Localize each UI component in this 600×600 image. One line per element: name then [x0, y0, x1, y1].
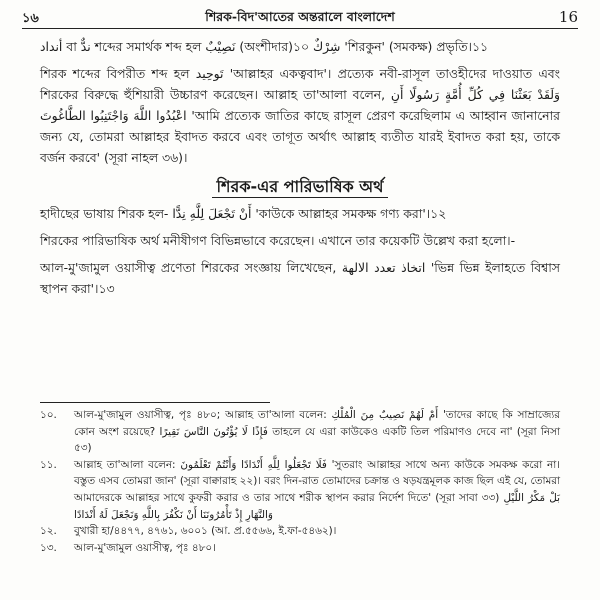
paragraph-mujam-definition: আল-মু'জামুল ওয়াসীত্ব প্রণেতা শিরকের সংজ্ঞায় লিখেছেন, اتخاذ تعدد الالهة 'ভিন্ন ভিন্ন ইলাহতে বিশ্বাস স্থাপন করা'।১৩	[40, 260, 560, 296]
footnote-text: আল্লাহ তা'আলা বলেন: فَلَا تَجْعَلُوا لِلَّهِ أَنْدَادًا وَأَنْتُمْ تَعْلَمُونَ 'সুতরাং আল্লাহর সাথে অন্য কাউকে সমকক্ষ করো না। বস্তুত এসব তোমরা জান' (সূরা বাক্বারাহ ২২)। বরং দিন-রাত তোমাদের চক্রান্ত ও ষড়যন্ত্রমূলক কাজ ছিল এই যে, তোমরা আমাদেরকে আল্লাহর সাথে কুফরী করার ও তার সাথে শরীক স্থাপন করার নির্দেশ দিতে' (সূরা সাবা ৩৩) بَلْ مَكْرُ اللَّيْلِ وَالنَّهَارِ إِذْ تَأْمُرُونَنَا أَنْ نَكْفُرَ بِاللَّهِ وَنَجْعَلَ لَهُ أَنْدَادًا	[74, 458, 560, 521]
footnote-text: বুখারী হা/৪৪৭৭, ৪৭৬১, ৬০০১ (আ. প্র.৫৫৬৬, ই.ফা-৫৪৬২)।	[74, 525, 337, 538]
section-heading-text: শিরক-এর পারিভাষিক অর্থ	[212, 177, 387, 198]
page-number-bengali: ১৬	[22, 11, 39, 26]
paragraph-scholars: শিরকের পারিভাষিক অর্থ মনীষীগণ বিভিন্নভাবে করেছেন। এখানে তার কয়েকটি উল্লেখ করা হলো।-	[40, 233, 516, 248]
footnote-number: ১১.	[40, 458, 57, 471]
footnote-text: আল-মু'জামুল ওয়াসীত্ব, পৃঃ ৪৮০।	[74, 541, 216, 554]
paragraph-synonyms: أنداد বা ندٌّ শব্দের সমার্থক শব্দ হল نَصِيْبٌ (অংশীদার)১০ شِرْكٌ 'শিরকুন' (সমকক্ষ) প্রভৃতি।১১	[40, 39, 489, 54]
book-title: শিরক-বিদ'আতের অন্তরালে বাংলাদেশ	[205, 9, 395, 24]
running-header	[22, 6, 578, 29]
footnote-number: ১০.	[40, 409, 57, 421]
footnote-12	[40, 523, 560, 540]
paragraph-hadith-definition: হাদীছের ভাষায় শিরক হল- أَنْ تَجْعَلَ لِلَّهِ نِدًّا 'কাউকে আল্লাহর সমকক্ষ গণ্য করা'।১২	[40, 206, 447, 221]
footnotes	[40, 402, 560, 556]
footnote-divider	[40, 402, 270, 403]
footnote-text: আল-মু'জামুল ওয়াসীত্ব, পৃঃ ৪৮০; আল্লাহ তা'আলা বলেন: أَمْ لَهُمْ نَصِيبٌ مِنَ الْمُلْكِ 'তাদের কাছে কি সাম্রাজ্যের কোন অংশ রয়েছে? فَإِذًا لَا يُؤْتُونَ النَّاسَ نَقِيرًا তাহলে যে এরা কাউকেও একটি তিল পরিমাণও দেবে না' (সূরা নিসা ৫৩)	[74, 409, 560, 455]
footnote-number: ১২.	[40, 525, 57, 538]
footnote-10	[40, 407, 560, 457]
section-heading	[40, 176, 560, 197]
main-text	[40, 36, 560, 307]
footnote-number: ১৩.	[40, 541, 57, 554]
footnote-13	[40, 540, 560, 557]
paragraph-antonym-tawhid: শিরক শব্দের বিপরীত শব্দ হল تَوحِيد 'আল্লাহর একত্ববাদ'। প্রত্যেক নবী-রাসূল তাওহীদের দাওয়াত এবং শিরকের বিরুদ্ধে হুঁশিয়ারী উচ্চারণ করেছেন। আল্লাহ তা'আলা বলেন, وَلَقَدْ بَعَثْنَا فِي كُلِّ أُمَّةٍ رَسُولًا أَنِ اعْبُدُوا اللَّهَ وَاجْتَنِبُوا الطَّاغُوتَ 'আমি প্রত্যেক জাতির কাছে রাসূল প্রেরণ করেছিলাম এ আহ্বান জানানোর জন্য যে, তোমরা আল্লাহর ইবাদত করবে এবং তাগূত অর্থাৎ আল্লাহ ব্যতীত যারই ইবাদত করা হয়, তাকে বর্জন করবে' (সূরা নাহল ৩৬)।	[40, 66, 560, 165]
footnote-11	[40, 457, 560, 523]
page-number-latin: 16	[558, 8, 578, 26]
